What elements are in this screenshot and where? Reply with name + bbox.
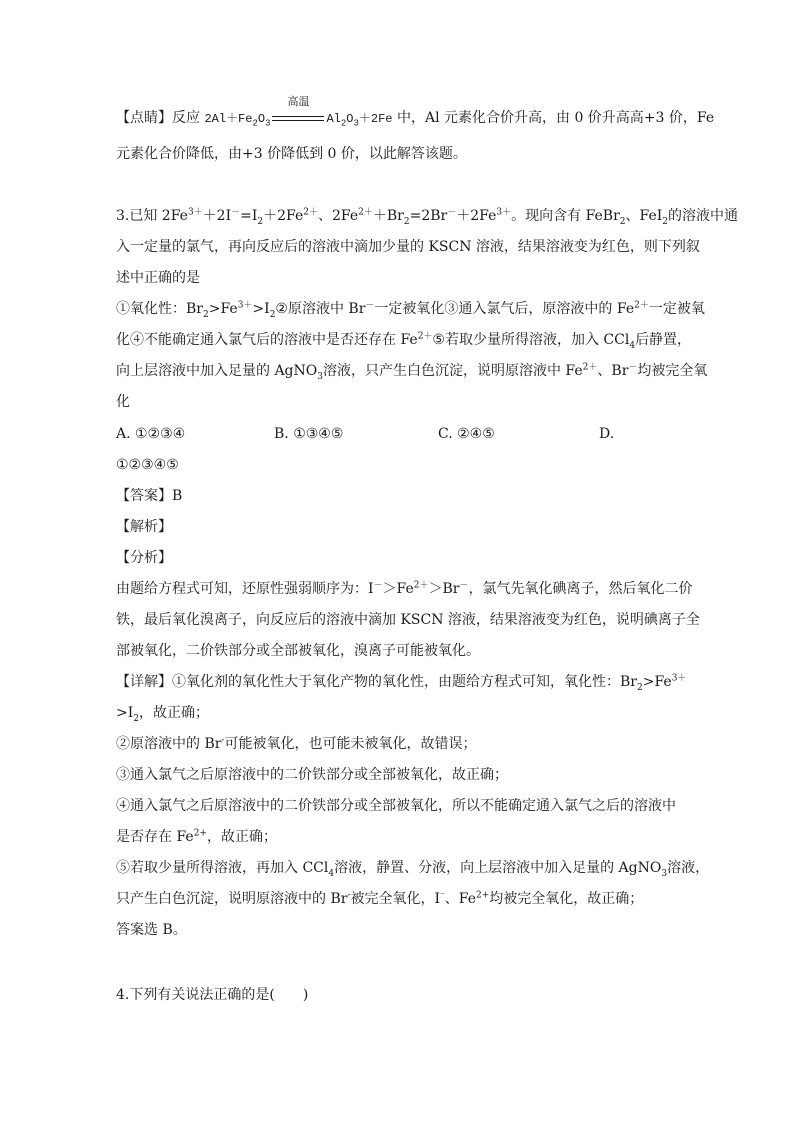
arrow-condition: 高温 bbox=[287, 95, 310, 108]
option-c: C. ②④⑤ bbox=[438, 426, 495, 442]
detail-line-7: ⑤若取少量所得溶液，再加入 CCl$_4$溶液，静置、分液，向上层溶液中加入足量的 AgNO$_3$溶液， bbox=[116, 860, 710, 879]
q3-statement-line-1: ①氧化性：$Br_2>Fe^{3+}>I_2②$原溶液中 Br－一定被氧化③通入氯气后，原溶液中的 $Fe^{2+}$一定被氧 bbox=[116, 300, 705, 320]
answer: 【答案】B bbox=[116, 488, 183, 504]
analysis-line-1: 由题给方程式可知，还原性强弱顺序为：$I^->Fe^{2+}>Br^-$，氯气先氧化碘离子，然后氧化二价 bbox=[116, 580, 693, 597]
dianjing-line-2: 元素化合价降低，由+3 价降低到 0 价，以此解答该题。 bbox=[116, 146, 467, 162]
option-d-content: ①②③④⑤ bbox=[116, 457, 179, 473]
detail-line-4: ③通入氯气之后原溶液中的二价铁部分或全部被氧化，故正确； bbox=[116, 767, 508, 783]
equation: $2Al+Fe_2O_3$ bbox=[204, 112, 271, 129]
q3-statement-line-4: 化 bbox=[116, 394, 130, 410]
detail-line-8: 只产生白色沉淀，说明原溶液中的 Br-被完全氧化，I⁻、$Fe^{2+}$均被完全氧化，故正确； bbox=[116, 890, 644, 907]
analysis-line-3: 部被氧化，二价铁部分或全部被氧化，溴离子可能被氧化。 bbox=[116, 643, 480, 659]
option-d: D. bbox=[599, 426, 615, 442]
dianjing-line-1: 【点睛】反应 $2Al+Fe_2O_3$ 高温 $Al_2O_3+2Fe$ 中，Al 元素化合价升高，由 0 价升高高+3 价，Fe bbox=[116, 95, 715, 129]
detail-line-6: 是否存在 $Fe^{2+}$，故正确； bbox=[116, 828, 277, 845]
q3-stem-line-1: 3.已知 $2Fe^{3+}+2I^-=I_2+2Fe^{2+}$、$2Fe^{2+}+Br_2=2Br^-+2Fe^{3+}$。现向含有 FeBr$_2$、FeI$_2$的溶液中通 bbox=[116, 207, 739, 227]
detail-line-3: ②原溶液中的 Br-可能被氧化，也可能未被氧化，故错误； bbox=[116, 735, 477, 752]
q3-stem-line-2: 入一定量的氯气，再向反应后的溶液中滴加少量的 KSCN 溶液，结果溶液变为红色，则下列叙 bbox=[116, 239, 700, 255]
q3-stem-line-3: 述中正确的是 bbox=[116, 270, 200, 286]
reaction-arrow bbox=[270, 95, 326, 128]
option-b: B. ①③④⑤ bbox=[274, 426, 344, 442]
option-a: A. ①②③④ bbox=[116, 426, 186, 442]
q4-title: 4.下列有关说法正确的是( ) bbox=[116, 987, 309, 1003]
jiexi-heading: 【解析】 bbox=[116, 519, 172, 535]
detail-line-1: 【详解】①氧化剂的氧化性大于氧化产物的氧化性，由题给方程式可知，氧化性：$Br_2>Fe^{3+}$ bbox=[116, 673, 687, 693]
detail-line-5: ④通入氯气之后原溶液中的二价铁部分或全部被氧化，所以不能确定通入氯气之后的溶液中 bbox=[116, 798, 676, 814]
q3-statement-line-3: 向上层溶液中加入足量的 AgNO$_3$溶液，只产生白色沉淀，说明原溶液中 $Fe^{2+}$、Br－均被完全氧 bbox=[116, 362, 708, 382]
analysis-line-2: 铁，最后氧化溴离子，向反应后的溶液中滴加 KSCN 溶液，结果溶液变为红色，说明碘离子全 bbox=[116, 612, 700, 628]
detail-line-9: 答案选 B。 bbox=[116, 922, 187, 938]
fenxi-heading: 【分析】 bbox=[116, 550, 172, 566]
q3-statement-line-2: 化④不能确定通入氯气后的溶液中是否还存在 $Fe^{2+}⑤$若取少量所得溶液，加入 CCl$_4$后静置， bbox=[116, 331, 692, 351]
dianjing-tag: 【点睛】 bbox=[116, 110, 172, 126]
detail-line-2: $>I_2$，故正确； bbox=[116, 705, 209, 724]
